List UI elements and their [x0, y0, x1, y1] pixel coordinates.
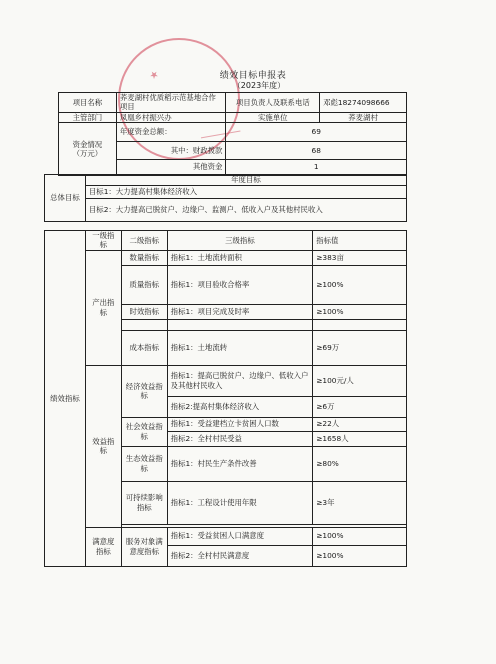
- col-level3: 三级指标: [167, 231, 313, 251]
- col-level1: 一级指标: [85, 231, 121, 251]
- row-l2: 生态效益指标: [121, 446, 167, 481]
- dept-value: 凤凰乡村振兴办: [116, 112, 226, 123]
- row-l2: 社会效益指标: [121, 417, 167, 446]
- satisfaction-label: 满意度指标: [85, 527, 121, 566]
- owner-value: 邓彪18274098666: [320, 93, 407, 113]
- year-goal-label: 年度目标: [85, 175, 406, 186]
- row-l3: 指标2：全村村民满意度: [167, 545, 313, 566]
- blank-cell: [167, 319, 313, 330]
- other-value: 1: [226, 159, 407, 174]
- impl-value: 荞麦湖村: [320, 112, 407, 123]
- row-l3: 指标2:提高村集体经济收入: [167, 396, 313, 417]
- row-l2: 可持续影响指标: [121, 481, 167, 524]
- row-l3: 指标1：提高已脱贫户、边缘户、低收入户及其他村民收入: [167, 365, 313, 396]
- project-name: 荞麦湖村优质稻示范基地合作项目: [116, 93, 226, 113]
- other-label: 其他资金: [116, 159, 226, 174]
- row-l2: 质量指标: [121, 265, 167, 304]
- row-value: ≥3年: [313, 481, 407, 524]
- goal-1: 目标1：大力提高村集体经济收入: [85, 186, 406, 199]
- row-value: ≥80%: [313, 446, 407, 481]
- output-label: 产出指标: [85, 250, 121, 365]
- row-value: ≥100%: [313, 265, 407, 304]
- row-value: ≥69万: [313, 330, 407, 365]
- row-value: ≥100%: [313, 545, 407, 566]
- row-l2: 经济效益指标: [121, 365, 167, 417]
- blank-cell: [121, 319, 167, 330]
- row-l2: 成本指标: [121, 330, 167, 365]
- red-seal-text: ★: [147, 68, 162, 83]
- row-l3: 指标1：受益贫困人口满意度: [167, 527, 313, 545]
- total-label: 年度资金总额：: [116, 123, 226, 142]
- overall-goal-table: [44, 174, 407, 222]
- project-name-label: 项目名称: [59, 93, 117, 113]
- total-value: 69: [226, 123, 407, 142]
- row-l3: 指标1：村民生产条件改善: [167, 446, 313, 481]
- row-value: ≥1658人: [313, 431, 407, 446]
- blank-cell: [313, 319, 407, 330]
- fiscal-value: 68: [226, 141, 407, 159]
- row-l3: 指标1：工程设计使用年限: [167, 481, 313, 524]
- row-l3: 指标1：受益建档立卡贫困人口数: [167, 417, 313, 431]
- document-title: 绩效目标申报表: [219, 71, 287, 81]
- fiscal-label: 其中：财政拨款: [116, 141, 226, 159]
- row-l3: 指标1：土地流转: [167, 330, 313, 365]
- perf-section-label: 绩效指标: [45, 231, 86, 567]
- col-value: 指标值: [313, 231, 407, 251]
- row-l3: 指标1：项目完成及时率: [167, 304, 313, 319]
- row-l3: 指标2：全村村民受益: [167, 431, 313, 446]
- benefit-label: 效益指标: [85, 365, 121, 527]
- row-value: ≥22人: [313, 417, 407, 431]
- owner-label: 项目负责人及联系电话: [226, 93, 320, 113]
- row-l3: 指标1：项目验收合格率: [167, 265, 313, 304]
- impl-label: 实施单位: [226, 112, 320, 123]
- row-value: ≥383亩: [313, 250, 407, 265]
- col-level2: 二级指标: [121, 231, 167, 251]
- row-value: ≥6万: [313, 396, 407, 417]
- row-value: ≥100%: [313, 304, 407, 319]
- performance-table: [44, 230, 407, 567]
- dept-label: 主管部门: [59, 112, 117, 123]
- document-subtitle: （2023年度）: [232, 81, 286, 90]
- row-l3: 指标1：土地流转面积: [167, 250, 313, 265]
- row-value: ≥100%: [313, 527, 407, 545]
- funds-label: 资金情况 （万元）: [59, 123, 117, 176]
- goal-2: 目标2：大力提高已脱贫户、边缘户、监测户、低收入户及其他村民收入: [85, 199, 406, 222]
- row-value: ≥100元/人: [313, 365, 407, 396]
- basic-info-table: [58, 92, 407, 176]
- goal-label: 总体目标: [45, 175, 86, 222]
- row-l2: 时效指标: [121, 304, 167, 319]
- row-l2: 服务对象满意度指标: [121, 527, 167, 566]
- row-l2: 数量指标: [121, 250, 167, 265]
